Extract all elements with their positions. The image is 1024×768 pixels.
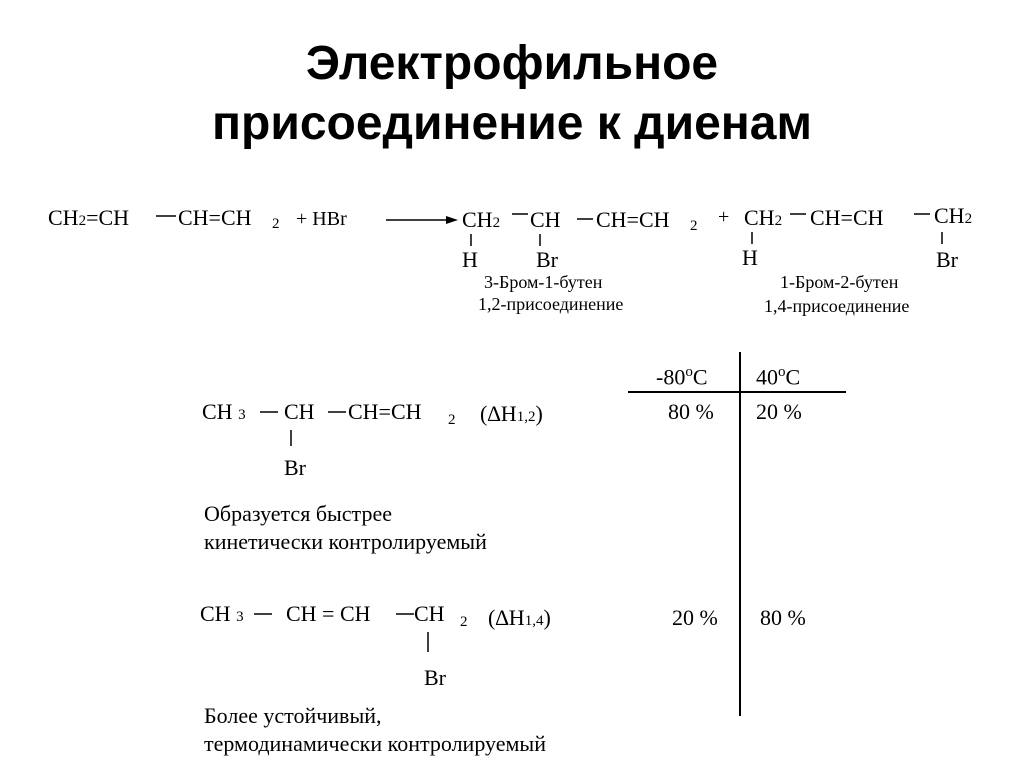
- r1-br: Br: [284, 455, 306, 480]
- r1-val-40: 20 %: [756, 399, 802, 424]
- p14-type: 1,4-присоединение: [764, 296, 910, 316]
- p12-br: Br: [536, 247, 558, 272]
- reactant-sub: 2: [272, 216, 280, 232]
- p12-name: 3-Бром-1-бутен: [484, 272, 603, 292]
- p12-type: 1,2-присоединение: [478, 294, 624, 314]
- r2-delta-h: (∆H1,4): [488, 605, 551, 630]
- r2-br: Br: [424, 665, 446, 690]
- arrow-head: [446, 216, 458, 224]
- r1-chch2: CH=CH: [348, 399, 422, 424]
- r2-desc-1: Более устойчивый,: [204, 703, 382, 728]
- r1-desc-1: Образуется быстрее: [204, 501, 392, 526]
- p12-ch: CH: [530, 207, 561, 232]
- r1-sub: 2: [448, 412, 456, 428]
- p14-name: 1-Бром-2-бутен: [780, 272, 899, 292]
- header-40c: 40$^o$C: [756, 364, 801, 390]
- r2-sub: 2: [460, 614, 468, 630]
- p14-chch: CH=CH: [810, 205, 884, 230]
- header-minus80c: -80$^o$C: [656, 364, 708, 390]
- p12-chch2: CH=CH: [596, 207, 670, 232]
- r1-val-minus80: 80 %: [668, 399, 714, 424]
- r1-ch: CH: [284, 399, 315, 424]
- r2-chch: CH = CH: [286, 601, 371, 626]
- p14-plus: +: [718, 206, 730, 228]
- r2-val-minus80: 20 %: [672, 605, 718, 630]
- r2-ch2: CH: [414, 601, 445, 626]
- title-line-2: присоединение к диенам: [212, 97, 812, 150]
- r2-val-40: 80 %: [760, 605, 806, 630]
- reagent-hbr: + HBr: [296, 208, 347, 230]
- p12-ch2: CH2: [462, 207, 501, 232]
- p14-ch2: CH2: [744, 205, 783, 230]
- p14-h: H: [742, 245, 758, 270]
- r1-desc-2: кинетически контролируемый: [204, 529, 487, 554]
- reactant-ch2: CH2=CH: [48, 205, 130, 230]
- title-line-1: Электрофильное: [305, 37, 719, 90]
- r1-ch3: CH 3: [202, 399, 246, 424]
- reactant-chch2: CH=CH: [178, 205, 252, 230]
- r2-ch3: CH 3: [200, 601, 244, 626]
- r2-desc-2: термодинамически контролируемый: [204, 731, 546, 756]
- p12-sub: 2: [690, 218, 698, 234]
- p14-br: Br: [936, 247, 958, 272]
- p14-ch2b: CH2: [934, 203, 973, 228]
- r1-delta-h: (∆H1,2): [480, 401, 543, 426]
- p12-h: H: [462, 247, 478, 272]
